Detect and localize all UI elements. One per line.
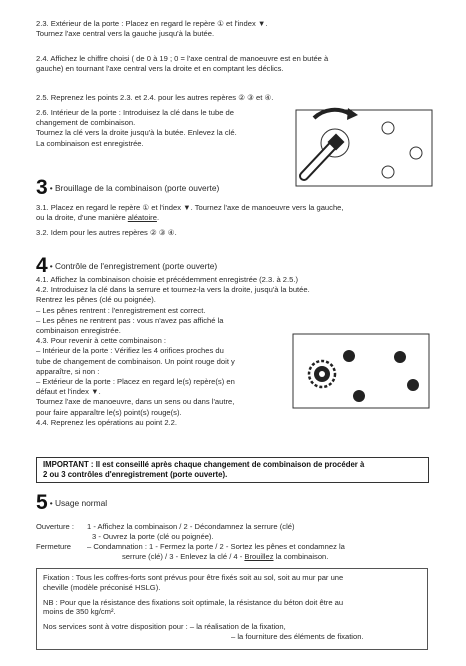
key-insertion-illustration [292, 106, 436, 190]
fermeture-steps: serrure (clé) / 3 - Enlevez la clé / 4 - Brouillez la combinaison. [122, 552, 329, 561]
paragraph-3-1: 3.1. Placez en regard le repère ① et l'index ▼. Tournez l'axe de manoeuvre vers la gauche, ou la droite, d'une manière aléatoire. [36, 203, 344, 223]
ouverture-row: Ouverture : 1 - Affichez la combinaison / 2 - Décondamnez la serrure (clé) [36, 522, 295, 531]
section-4-body: 4.1. Affichez la combinaison choisie et précédemment enregistrée (2.3. à 2.5.) 4.2. Introduisez la clé dans la serrure et tournez-la vers la droite, jusqu'à la butée. Rentrez les pênes (clé ou poignée). – Les pênes rentrent : l'enregistrement est correct. – Les pênes ne rentrent pas : vous n'avez pas affiché la combinaison enregistrée. 4.3. Pour revenir à cette combinaison : – Intérieur de la porte : Vérifiez les 4 orifices proches du tube de changement de combinaison. Un point rouge doit y apparaître, si non : – Extérieur de la porte : Placez en regard le(s) repère(s) en défaut et l'index ▼. Tournez l'axe de manoeuvre, dans un sens ou dans l'autre, pour faire apparaître le(s) point(s) rouge(s). 4.4. Reprenez les opérations au point 2.2. [36, 275, 310, 427]
ouverture-step-3: 3 - Ouvrez la porte (clé ou poignée). [92, 532, 214, 541]
paragraph-2-3: 2.3. Extérieur de la porte : Placez en regard le repère ① et l'index ▼. Tournez l'axe central vers la gauche jusqu'à la butée. [36, 19, 268, 39]
paragraph-2-5: 2.5. Reprenez les points 2.3. et 2.4. pour les autres repères ② ③ et ④. [36, 93, 274, 102]
important-notice: IMPORTANT : Il est conseillé après chaque changement de combinaison de procéder à 2 ou 3 contrôles d'enregistrement (porte ouverte). [36, 457, 429, 483]
section-5-heading: 5 • Usage normal [36, 491, 108, 514]
usage-instructions [36, 522, 345, 562]
paragraph-2-4: 2.4. Affichez le chiffre choisi ( de 0 à 19 ; 0 = l'axe central de manoeuvre est en butée à gauche) en tournant l'axe central vers la droite et en comptant les déclics. [36, 54, 329, 74]
fermeture-row: Fermeture – Condamnation : 1 - Fermez la porte / 2 - Sortez les pênes et condamnez la [36, 542, 345, 551]
fixation-notice: Fixation : Tous les coffres-forts sont prévus pour être fixés soit au sol, soit au mur par une cheville (modèle préconisé HSLG). NB : Pour que la résistance des fixations soit optimale, la résistance du béton doit être au moins de 350 kg/cm². Nos services sont à votre disposition pour : – la réalisation de la fixation, – la fourniture des éléments de fixation. [36, 568, 428, 650]
combination-tube-illustration [289, 330, 433, 412]
section-4-heading: 4 • Contrôle de l'enregistrement (porte ouverte) [36, 254, 218, 277]
section-3-heading: 3 • Brouillage de la combinaison (porte ouverte) [36, 176, 220, 199]
paragraph-2-6: 2.6. Intérieur de la porte : Introduisez la clé dans le tube de changement de combinaison. Tournez la clé vers la droite jusqu'à la butée. Enlevez la clé. La combinaison est enregistrée. [36, 108, 237, 148]
paragraph-3-2: 3.2. Idem pour les autres repères ② ③ ④. [36, 228, 177, 237]
